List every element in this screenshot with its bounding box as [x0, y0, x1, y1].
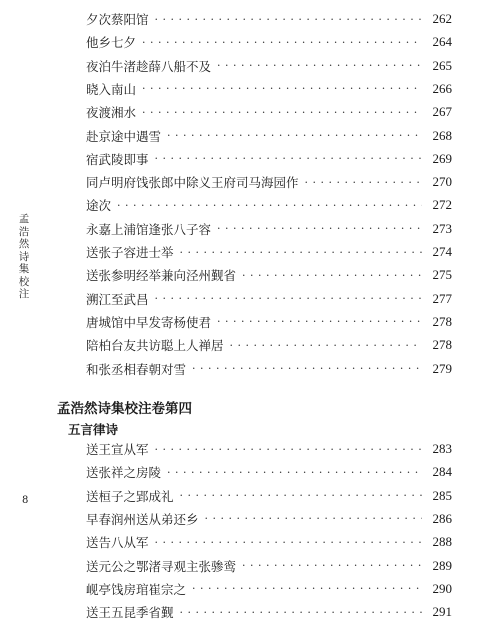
toc-entry-title: 和张丞相春朝对雪: [86, 361, 187, 377]
dot-leader: [142, 82, 422, 95]
toc-entry-page: 278: [432, 313, 452, 329]
toc-entry-title: 宿武陵即事: [86, 151, 149, 167]
dot-leader: [142, 36, 422, 49]
dot-leader: [167, 466, 422, 479]
toc-entry-title: 唐城馆中早发寄杨使君: [86, 314, 212, 330]
toc-entry-page: 274: [432, 244, 452, 259]
toc-entry-title: 溯江至武昌: [86, 291, 149, 307]
toc-entry-page: 291: [432, 604, 452, 620]
toc-entry-page: 290: [432, 580, 452, 596]
toc-entry-title: 赴京途中遇雪: [86, 128, 162, 144]
toc-entry-page: 270: [432, 174, 452, 190]
toc-entry-page: 283: [432, 441, 452, 456]
toc-entry[interactable]: [86, 195, 452, 215]
dot-leader: [142, 106, 422, 119]
dot-leader: [217, 315, 422, 328]
toc-entry-page: 266: [432, 80, 452, 96]
toc-entry-title: 陪柏台友共访聪上人禅居: [86, 338, 224, 354]
toc-entry-title: 送张祥之房陵: [86, 465, 162, 481]
toc-entry-page: 278: [432, 337, 452, 353]
dot-leader: [305, 176, 422, 189]
toc-entry-title: 途次: [86, 198, 112, 214]
dot-leader: [155, 13, 422, 26]
toc-entry-page: 264: [432, 34, 452, 50]
toc-entry-page: 262: [432, 11, 452, 26]
toc-entry-page: 288: [432, 534, 452, 550]
toc-entry-title: 永嘉上浦馆逢张八子容: [86, 221, 212, 237]
toc-entry[interactable]: [86, 149, 452, 169]
toc-entry[interactable]: [86, 462, 452, 482]
toc-entry-page: 284: [432, 464, 452, 480]
dot-leader: [117, 199, 422, 212]
toc-entry[interactable]: [86, 9, 452, 29]
toc-entry-title: 送王宣从军: [86, 442, 149, 457]
toc-entry-title: 同卢明府饯张郎中除义王府司马海园作: [86, 175, 299, 191]
toc-entry[interactable]: [86, 532, 452, 552]
toc-entry[interactable]: [86, 219, 452, 239]
toc-entry-page: 279: [432, 360, 452, 376]
toc-entry-title: 他乡七夕: [86, 35, 137, 51]
toc-entry[interactable]: [86, 126, 452, 146]
toc-entry-page: 265: [432, 57, 452, 73]
toc-entry[interactable]: [86, 486, 452, 506]
toc-entry[interactable]: [86, 102, 452, 122]
running-book-title: 孟浩然诗集校注: [18, 213, 30, 300]
toc-entry-page: 286: [432, 510, 452, 526]
dot-leader: [180, 489, 422, 502]
dot-leader: [155, 443, 422, 456]
toc-entry-title: 早春润州送从弟还乡: [86, 511, 199, 527]
toc-entry[interactable]: [86, 172, 452, 192]
toc-entry[interactable]: [86, 32, 452, 52]
toc-entry[interactable]: [86, 79, 452, 99]
toc-entry[interactable]: [86, 579, 452, 599]
toc-entry-title: 夕次蔡阳馆: [86, 12, 149, 27]
toc-entry[interactable]: [86, 602, 452, 622]
dot-leader: [242, 269, 422, 282]
toc-entry-title: 送王五昆季省觐: [86, 605, 174, 621]
toc-entry[interactable]: [86, 265, 452, 285]
toc-entry-page: 273: [432, 220, 452, 236]
dot-leader: [217, 59, 422, 72]
dot-leader: [217, 222, 422, 235]
toc-entry[interactable]: [86, 242, 452, 262]
toc-entry-page: 272: [432, 197, 452, 213]
dot-leader: [180, 246, 422, 259]
toc-entry[interactable]: [86, 439, 452, 459]
toc-entry[interactable]: [86, 56, 452, 76]
toc-entry-title: 送元公之鄂渚寻观主张骖鸾: [86, 558, 237, 574]
toc-entry[interactable]: [86, 312, 452, 332]
dot-leader: [167, 129, 422, 142]
toc-entry-title: 送告八从军: [86, 535, 149, 551]
page-number: 8: [22, 495, 29, 506]
toc-entry-title: 送桓子之郢成礼: [86, 488, 174, 504]
dot-leader: [242, 559, 422, 572]
dot-leader: [155, 292, 422, 305]
toc-entry-title: 送张参明经举兼向泾州觐省: [86, 268, 237, 284]
toc-entry-page: 285: [432, 487, 452, 503]
toc-entry-page: 267: [432, 104, 452, 120]
dot-leader: [230, 339, 422, 352]
toc-entry-title: 送张子容进士举: [86, 245, 174, 260]
volume-heading: 孟浩然诗集校注卷第四: [57, 401, 192, 417]
toc-entry-title: 夜渡湘水: [86, 105, 137, 121]
toc-entry-title: 夜泊牛渚趁薛八船不及: [86, 58, 212, 74]
dot-leader: [192, 362, 422, 375]
toc-entry-page: 275: [432, 267, 452, 283]
toc-entry[interactable]: [86, 556, 452, 576]
dot-leader: [155, 536, 422, 549]
section-heading: 五言律诗: [68, 422, 119, 437]
toc-entry-page: 289: [432, 557, 452, 573]
toc-entry[interactable]: [86, 359, 452, 379]
toc-entry-page: 269: [432, 150, 452, 166]
dot-leader: [180, 606, 422, 619]
dot-leader: [155, 152, 422, 165]
toc-entry[interactable]: [86, 289, 452, 309]
dot-leader: [205, 512, 422, 525]
toc-entry-page: 268: [432, 127, 452, 143]
dot-leader: [192, 582, 422, 595]
toc-entry[interactable]: [86, 509, 452, 529]
toc-entry[interactable]: [86, 335, 452, 355]
toc-entry-title: 晓入南山: [86, 81, 137, 97]
toc-entry-page: 277: [432, 290, 452, 306]
toc-entry-title: 岘亭饯房琯崔宗之: [86, 581, 187, 597]
